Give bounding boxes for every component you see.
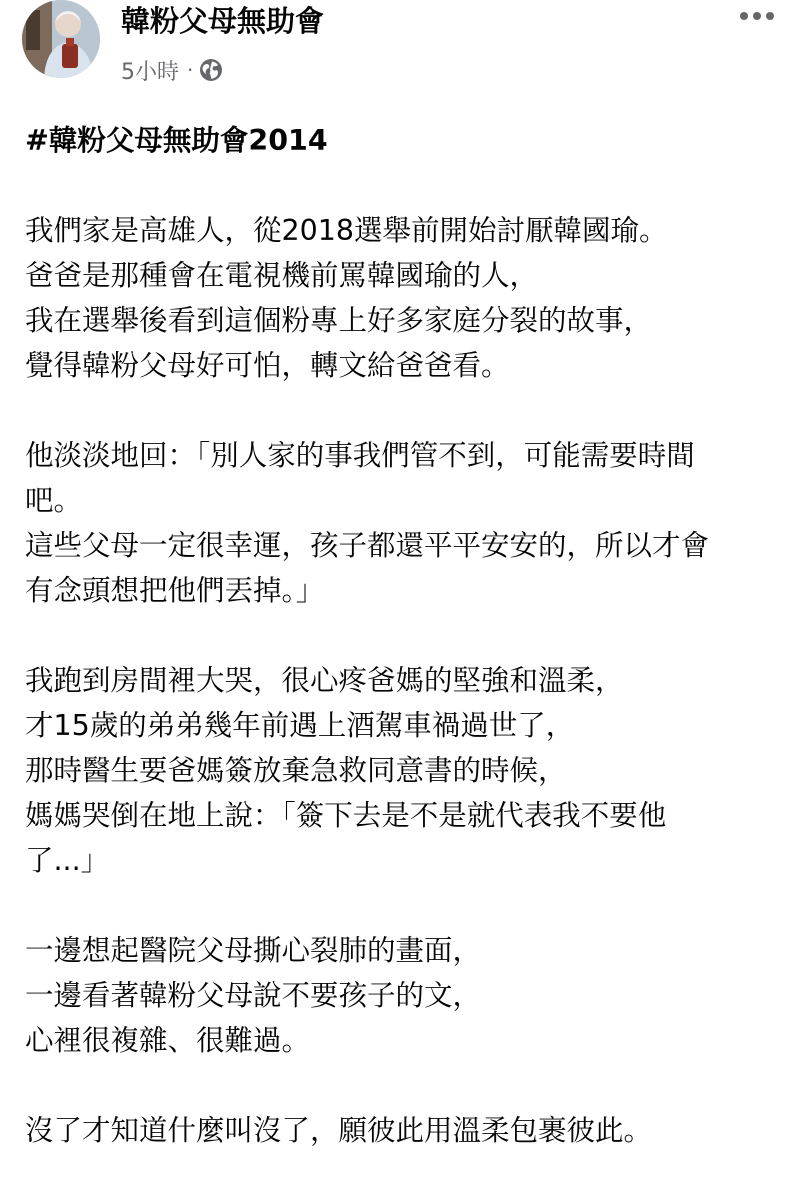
post-text-line: 這些父母一定很幸運，孩子都還平平安安的，所以才會 [25,529,710,562]
post-text-line: 媽媽哭倒在地上說：「簽下去是不是就代表我不要他 [25,799,667,832]
more-horizontal-icon-dot [766,12,774,20]
post-paragraph [25,928,780,1063]
post-text-line: 爸爸是那種會在電視機前罵韓國瑜的人， [25,259,539,292]
post-body [25,118,780,1198]
more-options-button[interactable] [735,6,779,26]
globe-icon[interactable] [199,58,223,82]
post-text-line: 我們家是高雄人，從2018選舉前開始討厭韓國瑜。 [25,214,668,247]
post-text-line: 一邊看著韓粉父母說不要孩子的文， [25,979,482,1012]
post-text-line: 有念頭想把他們丟掉。」 [25,574,325,607]
post-text-line: 心裡很複雜、很難過。 [25,1024,311,1057]
more-horizontal-icon-dot [740,12,748,20]
post-header [22,0,779,95]
post-paragraph [25,658,780,883]
post-text-line: 覺得韓粉父母好可怕，轉文給爸爸看。 [25,349,510,382]
post-paragraph [25,1108,780,1153]
post-paragraph [25,433,780,613]
author-avatar[interactable] [22,0,100,78]
post-text-line: 沒了才知道什麼叫沒了，願彼此用溫柔包裹彼此。 [25,1114,653,1147]
post-text-line: 他淡淡地回：「別人家的事我們管不到，可能需要時間 [25,439,695,472]
post-text-line: 我跑到房間裡大哭，很心疼爸媽的堅強和溫柔， [25,664,624,697]
post-meta [121,55,223,85]
post-text-line: 我在選舉後看到這個粉專上好多家庭分裂的故事， [25,304,653,337]
meta-separator: · [187,58,194,82]
post-timestamp[interactable]: 5小時 [121,59,179,85]
post-text-line: 吧。 [25,484,83,517]
post-hashtag[interactable]: #韓粉父母無助會2014 [25,124,328,157]
post-text-line: 才15歲的弟弟幾年前遇上酒駕車禍過世了， [25,709,575,742]
author-name[interactable]: 韓粉父母無助會 [121,4,325,38]
avatar-image [22,0,100,78]
post-paragraph [25,208,780,388]
post-text-line: 那時醫生要爸媽簽放棄急救同意書的時候， [25,754,567,787]
post-text-line: 了...」 [25,844,110,877]
more-horizontal-icon-dot [753,12,761,20]
post-text-line: 一邊想起醫院父母撕心裂肺的畫面， [25,934,482,967]
